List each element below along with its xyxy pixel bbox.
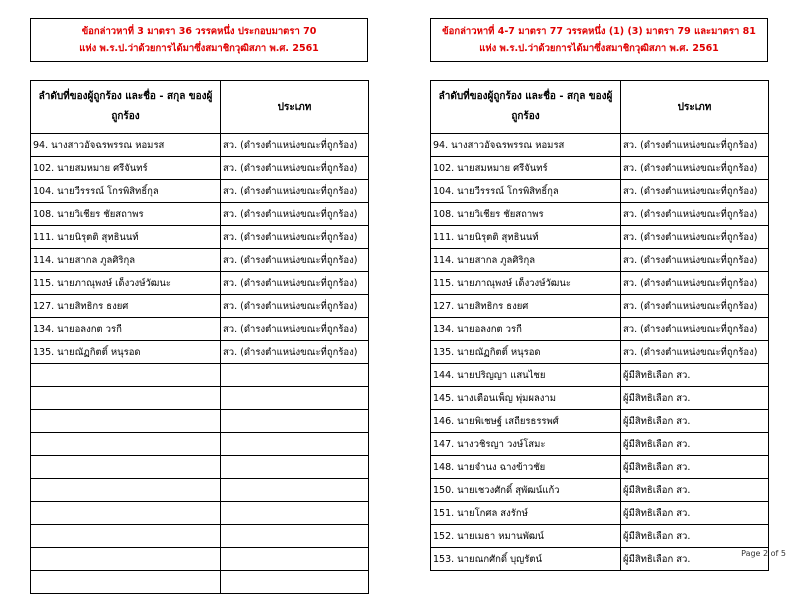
table-row — [31, 548, 369, 571]
left-title-box — [30, 18, 368, 62]
table-row — [31, 295, 369, 318]
respondent-type-cell — [221, 502, 369, 525]
respondent-type-cell: สว. (ดำรงตำแหน่งขณะที่ถูกร้อง) — [221, 134, 369, 157]
table-row — [31, 456, 369, 479]
respondent-type-cell: สว. (ดำรงตำแหน่งขณะที่ถูกร้อง) — [621, 272, 769, 295]
right-table-body — [431, 134, 769, 571]
respondent-type-cell: สว. (ดำรงตำแหน่งขณะที่ถูกร้อง) — [221, 341, 369, 364]
table-row — [431, 157, 769, 180]
respondent-name-cell: 104. นายวีรรรณ์ โกรพิสิทธิ์กุล — [31, 180, 221, 203]
respondent-name-cell: 134. นายอลงกต วรกี — [431, 318, 621, 341]
respondent-type-cell: สว. (ดำรงตำแหน่งขณะที่ถูกร้อง) — [221, 203, 369, 226]
table-row — [431, 180, 769, 203]
table-row — [31, 433, 369, 456]
respondent-name-cell: 151. นายโกศล สงรักษ์ — [431, 502, 621, 525]
respondent-type-cell: ผู้มีสิทธิเลือก สว. — [621, 479, 769, 502]
right-header-type: ประเภท — [621, 81, 769, 134]
table-row — [31, 571, 369, 594]
right-title-line2: แห่ง พ.ร.ป.ว่าด้วยการได้มาซึ่งสมาชิกวุฒิสภา พ.ศ. 2561 — [479, 43, 719, 54]
table-row — [431, 318, 769, 341]
respondent-name-cell: 135. นายณัฏกิตติ์ หนุรอด — [431, 341, 621, 364]
respondent-name-cell: 152. นายเมธา หมานพัฒน์ — [431, 525, 621, 548]
respondent-name-cell — [31, 525, 221, 548]
table-row — [431, 479, 769, 502]
table-row — [31, 387, 369, 410]
respondent-name-cell: 115. นายภาณุพงษ์ เด็งวงษ์วัฒนะ — [31, 272, 221, 295]
table-row — [431, 548, 769, 571]
respondent-type-cell — [221, 410, 369, 433]
respondent-name-cell — [31, 387, 221, 410]
respondent-name-cell — [31, 410, 221, 433]
left-title-line2: แห่ง พ.ร.ป.ว่าด้วยการได้มาซึ่งสมาชิกวุฒิสภา พ.ศ. 2561 — [79, 43, 319, 54]
respondent-type-cell — [221, 525, 369, 548]
table-row — [431, 387, 769, 410]
respondent-name-cell: 144. นายปริญญา แสนไชย — [431, 364, 621, 387]
table-row — [431, 226, 769, 249]
left-table — [30, 80, 369, 594]
respondent-name-cell — [31, 433, 221, 456]
respondent-name-cell: 114. นายสากล ภูลศิริกุล — [431, 249, 621, 272]
respondent-type-cell — [221, 571, 369, 594]
respondent-name-cell: 114. นายสากล ภูลศิริกุล — [31, 249, 221, 272]
respondent-name-cell: 94. นางสาวอัจฉรพรรณ หอมรส — [31, 134, 221, 157]
respondent-type-cell: ผู้มีสิทธิเลือก สว. — [621, 456, 769, 479]
respondent-name-cell — [31, 571, 221, 594]
left-title-line1: ข้อกล่าวหาที่ 3 มาตรา 36 วรรคหนึ่ง ประกอบมาตรา 70 — [81, 26, 317, 37]
respondent-name-cell: 134. นายอลงกต วรกี — [31, 318, 221, 341]
table-row — [431, 456, 769, 479]
respondent-type-cell: ผู้มีสิทธิเลือก สว. — [621, 364, 769, 387]
respondent-type-cell: ผู้มีสิทธิเลือก สว. — [621, 502, 769, 525]
table-row — [31, 318, 369, 341]
respondent-name-cell: 102. นายสมหมาย ศรีจันทร์ — [31, 157, 221, 180]
respondent-name-cell: 146. นายพิเชษฐ์ เสถียรธรรพศ์ — [431, 410, 621, 433]
respondent-name-cell: 148. นายจำนง ฉางข้าวชัย — [431, 456, 621, 479]
respondent-name-cell: 108. นายวิเชียร ชัยสถาพร — [31, 203, 221, 226]
respondent-type-cell: ผู้มีสิทธิเลือก สว. — [621, 387, 769, 410]
respondent-type-cell: สว. (ดำรงตำแหน่งขณะที่ถูกร้อง) — [221, 272, 369, 295]
respondent-type-cell: ผู้มีสิทธิเลือก สว. — [621, 433, 769, 456]
table-row — [431, 249, 769, 272]
respondent-type-cell: สว. (ดำรงตำแหน่งขณะที่ถูกร้อง) — [621, 341, 769, 364]
table-row — [431, 502, 769, 525]
respondent-name-cell — [31, 479, 221, 502]
table-row — [31, 180, 369, 203]
right-header-name: ลำดับที่ของผู้ถูกร้อง และชื่อ - สกุล ของผู้ถูกร้อง — [431, 81, 621, 134]
right-table — [430, 80, 769, 571]
respondent-name-cell: 104. นายวีรรรณ์ โกรพิสิทธิ์กุล — [431, 180, 621, 203]
table-row — [31, 134, 369, 157]
respondent-type-cell: ผู้มีสิทธิเลือก สว. — [621, 548, 769, 571]
respondent-name-cell: 135. นายณัฏกิตติ์ หนุรอด — [31, 341, 221, 364]
table-row — [431, 341, 769, 364]
respondent-type-cell: สว. (ดำรงตำแหน่งขณะที่ถูกร้อง) — [221, 180, 369, 203]
table-row — [431, 203, 769, 226]
respondent-name-cell: 108. นายวิเชียร ชัยสถาพร — [431, 203, 621, 226]
respondent-name-cell: 150. นายเชวงศักดิ์ สุพัฒน์แก้ว — [431, 479, 621, 502]
respondent-name-cell: 147. นางวชิรญา วงษ์โสมะ — [431, 433, 621, 456]
respondent-type-cell: สว. (ดำรงตำแหน่งขณะที่ถูกร้อง) — [221, 249, 369, 272]
respondent-name-cell — [31, 548, 221, 571]
page-number: Page 2 of 5 — [741, 549, 786, 558]
respondent-name-cell: 127. นายสิทธิกร ธงยศ — [431, 295, 621, 318]
respondent-name-cell: 115. นายภาณุพงษ์ เด็งวงษ์วัฒนะ — [431, 272, 621, 295]
respondent-type-cell — [221, 364, 369, 387]
respondent-type-cell — [221, 433, 369, 456]
respondent-name-cell: 145. นางเตือนเพ็ญ พุ่มผลงาม — [431, 387, 621, 410]
respondent-name-cell: 94. นางสาวอัจฉรพรรณ หอมรส — [431, 134, 621, 157]
table-row — [31, 226, 369, 249]
right-title-box — [430, 18, 768, 62]
respondent-type-cell — [221, 479, 369, 502]
table-row — [31, 502, 369, 525]
respondent-name-cell — [31, 364, 221, 387]
respondent-type-cell: สว. (ดำรงตำแหน่งขณะที่ถูกร้อง) — [221, 318, 369, 341]
left-header-type: ประเภท — [221, 81, 369, 134]
respondent-type-cell: สว. (ดำรงตำแหน่งขณะที่ถูกร้อง) — [621, 318, 769, 341]
table-row — [431, 134, 769, 157]
table-row — [31, 272, 369, 295]
respondent-type-cell: สว. (ดำรงตำแหน่งขณะที่ถูกร้อง) — [221, 226, 369, 249]
respondent-type-cell — [221, 456, 369, 479]
left-header-name: ลำดับที่ของผู้ถูกร้อง และชื่อ - สกุล ของผู้ถูกร้อง — [31, 81, 221, 134]
respondent-name-cell: 111. นายนิรุตติ สุทธินนท์ — [431, 226, 621, 249]
respondent-type-cell: สว. (ดำรงตำแหน่งขณะที่ถูกร้อง) — [621, 295, 769, 318]
respondent-type-cell: สว. (ดำรงตำแหน่งขณะที่ถูกร้อง) — [221, 157, 369, 180]
respondent-name-cell — [31, 456, 221, 479]
table-row — [431, 364, 769, 387]
respondent-name-cell: 153. นายณกศักดิ์ บุญรัตน์ — [431, 548, 621, 571]
respondent-type-cell: สว. (ดำรงตำแหน่งขณะที่ถูกร้อง) — [621, 226, 769, 249]
respondent-type-cell: สว. (ดำรงตำแหน่งขณะที่ถูกร้อง) — [621, 157, 769, 180]
right-panel — [430, 18, 768, 571]
table-row — [31, 203, 369, 226]
table-row — [431, 272, 769, 295]
table-row — [31, 341, 369, 364]
respondent-type-cell — [221, 387, 369, 410]
respondent-type-cell: สว. (ดำรงตำแหน่งขณะที่ถูกร้อง) — [621, 249, 769, 272]
table-row — [31, 364, 369, 387]
right-table-header — [431, 81, 769, 134]
respondent-type-cell: สว. (ดำรงตำแหน่งขณะที่ถูกร้อง) — [621, 134, 769, 157]
left-panel — [30, 18, 368, 594]
right-title-line1: ข้อกล่าวหาที่ 4-7 มาตรา 77 วรรคหนึ่ง (1) (3) มาตรา 79 และมาตรา 81 — [442, 26, 756, 37]
respondent-type-cell: ผู้มีสิทธิเลือก สว. — [621, 525, 769, 548]
respondent-name-cell: 111. นายนิรุตติ สุทธินนท์ — [31, 226, 221, 249]
table-row — [31, 479, 369, 502]
left-table-body — [31, 134, 369, 594]
left-table-header — [31, 81, 369, 134]
table-row — [431, 525, 769, 548]
table-row — [31, 410, 369, 433]
respondent-name-cell: 127. นายสิทธิกร ธงยศ — [31, 295, 221, 318]
table-row — [431, 410, 769, 433]
table-row — [31, 157, 369, 180]
respondent-type-cell: ผู้มีสิทธิเลือก สว. — [621, 410, 769, 433]
respondent-name-cell: 102. นายสมหมาย ศรีจันทร์ — [431, 157, 621, 180]
table-row — [31, 525, 369, 548]
table-row — [31, 249, 369, 272]
respondent-type-cell: สว. (ดำรงตำแหน่งขณะที่ถูกร้อง) — [621, 203, 769, 226]
respondent-name-cell — [31, 502, 221, 525]
respondent-type-cell: สว. (ดำรงตำแหน่งขณะที่ถูกร้อง) — [621, 180, 769, 203]
table-row — [431, 433, 769, 456]
respondent-type-cell: สว. (ดำรงตำแหน่งขณะที่ถูกร้อง) — [221, 295, 369, 318]
table-row — [431, 295, 769, 318]
respondent-type-cell — [221, 548, 369, 571]
